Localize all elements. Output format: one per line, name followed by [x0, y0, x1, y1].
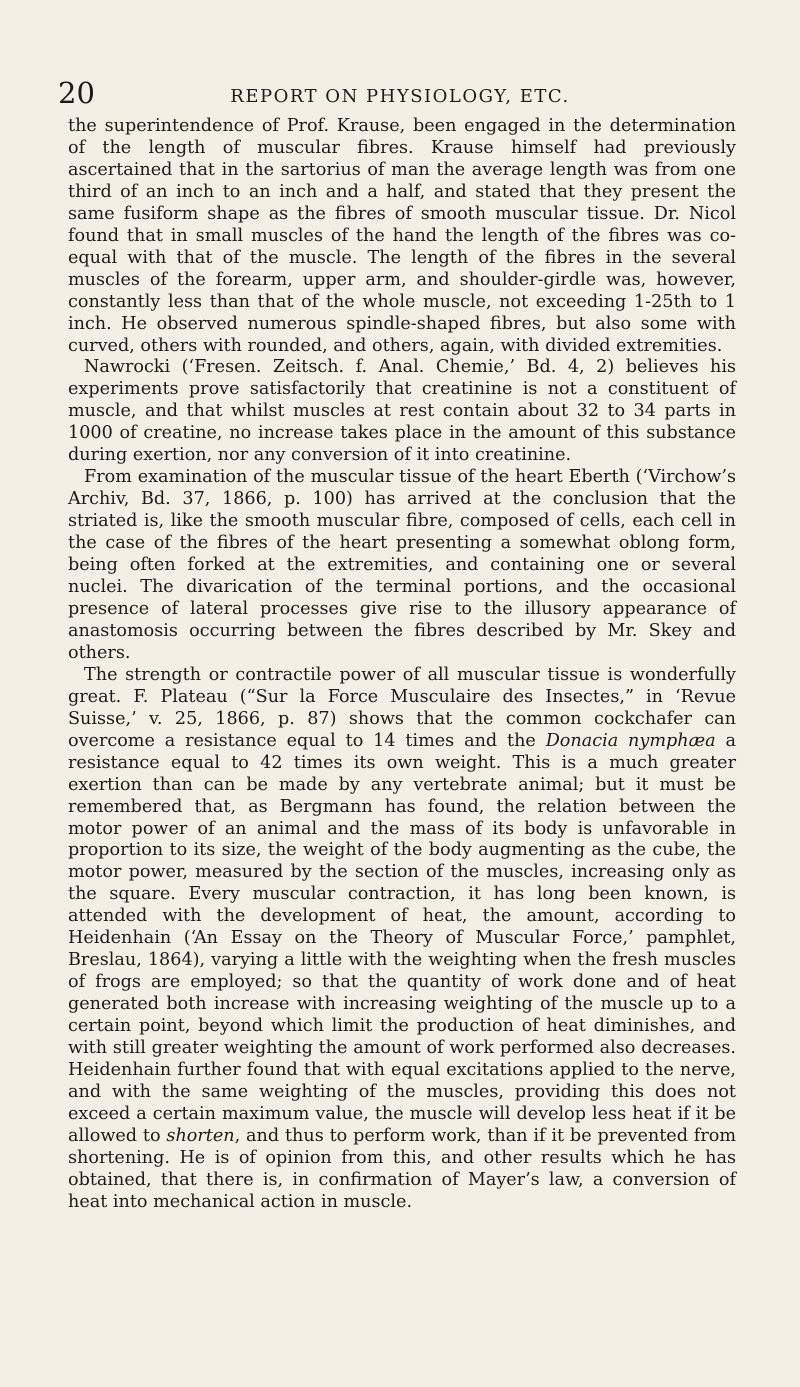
page-number: 20: [58, 76, 95, 110]
paragraph-4: [68, 665, 736, 1214]
body-text: [68, 116, 736, 1214]
paragraph-2: Nawrocki (‘Fresen. Zeitsch. f. Anal. Chemie,’ Bd. 4, 2) believes his experiments prove satisfactorily that creatinine is not a constituent of muscle, and that whilst muscles at rest contain about 32 to 34 parts in 1000 of creatine, no increase takes place in the amount of this substance during exertion, nor any conversion of it into creatinine.: [68, 357, 736, 466]
paragraph-4-part-1: The strength or contractile power of all muscular tissue is wonderfully great. F. Plateau (“Sur la Force Musculaire des Insectes,” in ‘Revue Suisse,’ v. 25, 1866, p. 87) shows that the common cockchafer can overcome a resistance equal to 14 times and the: [68, 664, 736, 751]
running-head: REPORT ON PHYSIOLOGY, ETC.: [230, 86, 570, 107]
paragraph-4-part-3: , and thus to perform work, than if it be prevented from shortening. He is of opinion from this, and other results which he has obtained, that there is, in confirmation of Mayer’s law, a conversion of heat into mechanical action in muscle.: [68, 1125, 737, 1212]
paragraph-4-part-2: a resistance equal to 42 times its own weight. This is a much greater exertion than can be made by any vertebrate animal; but it must be remembered that, as Bergmann has found, the relation between the motor power of an animal and the mass of its body is unfavorable in proportion to its size, the weight of the body augmenting as the cube, the motor power, measured by the section of the muscles, increasing only as the square. Every muscular contraction, it has long been known, is attended with the development of heat, the amount, according to Heidenhain (‘An Essay on the Theory of Muscular Force,’ pamphlet, Breslau, 1864), varying a little with the weighting when the fresh muscles of frogs are employed; so that the quantity of work done and of heat generated both increase with increasing weighting of the muscle up to a certain point, beyond which limit the production of heat diminishes, and with still greater weighting the amount of work performed also decreases. Heidenhain further found that with equal excitations applied to the nerve, and with the same weighting of the muscles, providing this does not exceed a certain maximum value, the muscle will develop less heat if it be allowed to: [68, 730, 736, 1146]
shorten-italic: shorten: [166, 1125, 235, 1146]
paragraph-1: the superintendence of Prof. Krause, been engaged in the determination of the length of muscular fibres. Krause himself had previously ascertained that in the sartorius of man the average length was from one third of an inch to an inch and a half, and stated that they present the same fusiform shape as the fibres of smooth muscular tissue. Dr. Nicol found that in small muscles of the hand the length of the fibres was co-equal with that of the muscle. The length of the fibres in the several muscles of the forearm, upper arm, and shoulder-girdle was, however, constantly less than that of the whole muscle, not exceeding 1-25th to 1 inch. He observed numerous spindle-shaped fibres, but also some with curved, others with rounded, and others, again, with divided extremities.: [68, 116, 736, 356]
paragraph-3: From examination of the muscular tissue of the heart Eberth (‘Virchow’s Archiv, Bd. 37, 1866, p. 100) has arrived at the conclusion that the striated is, like the smooth muscular fibre, composed of cells, each cell in the case of the fibres of the heart presenting a somewhat oblong form, being often forked at the extremities, and containing one or several nuclei. The divarication of the terminal portions, and the occasional presence of lateral processes give rise to the illusory appearance of anastomosis occurring between the fibres described by Mr. Skey and others.: [68, 467, 736, 663]
species-name-italic: Donacia nymphæa: [545, 730, 716, 751]
